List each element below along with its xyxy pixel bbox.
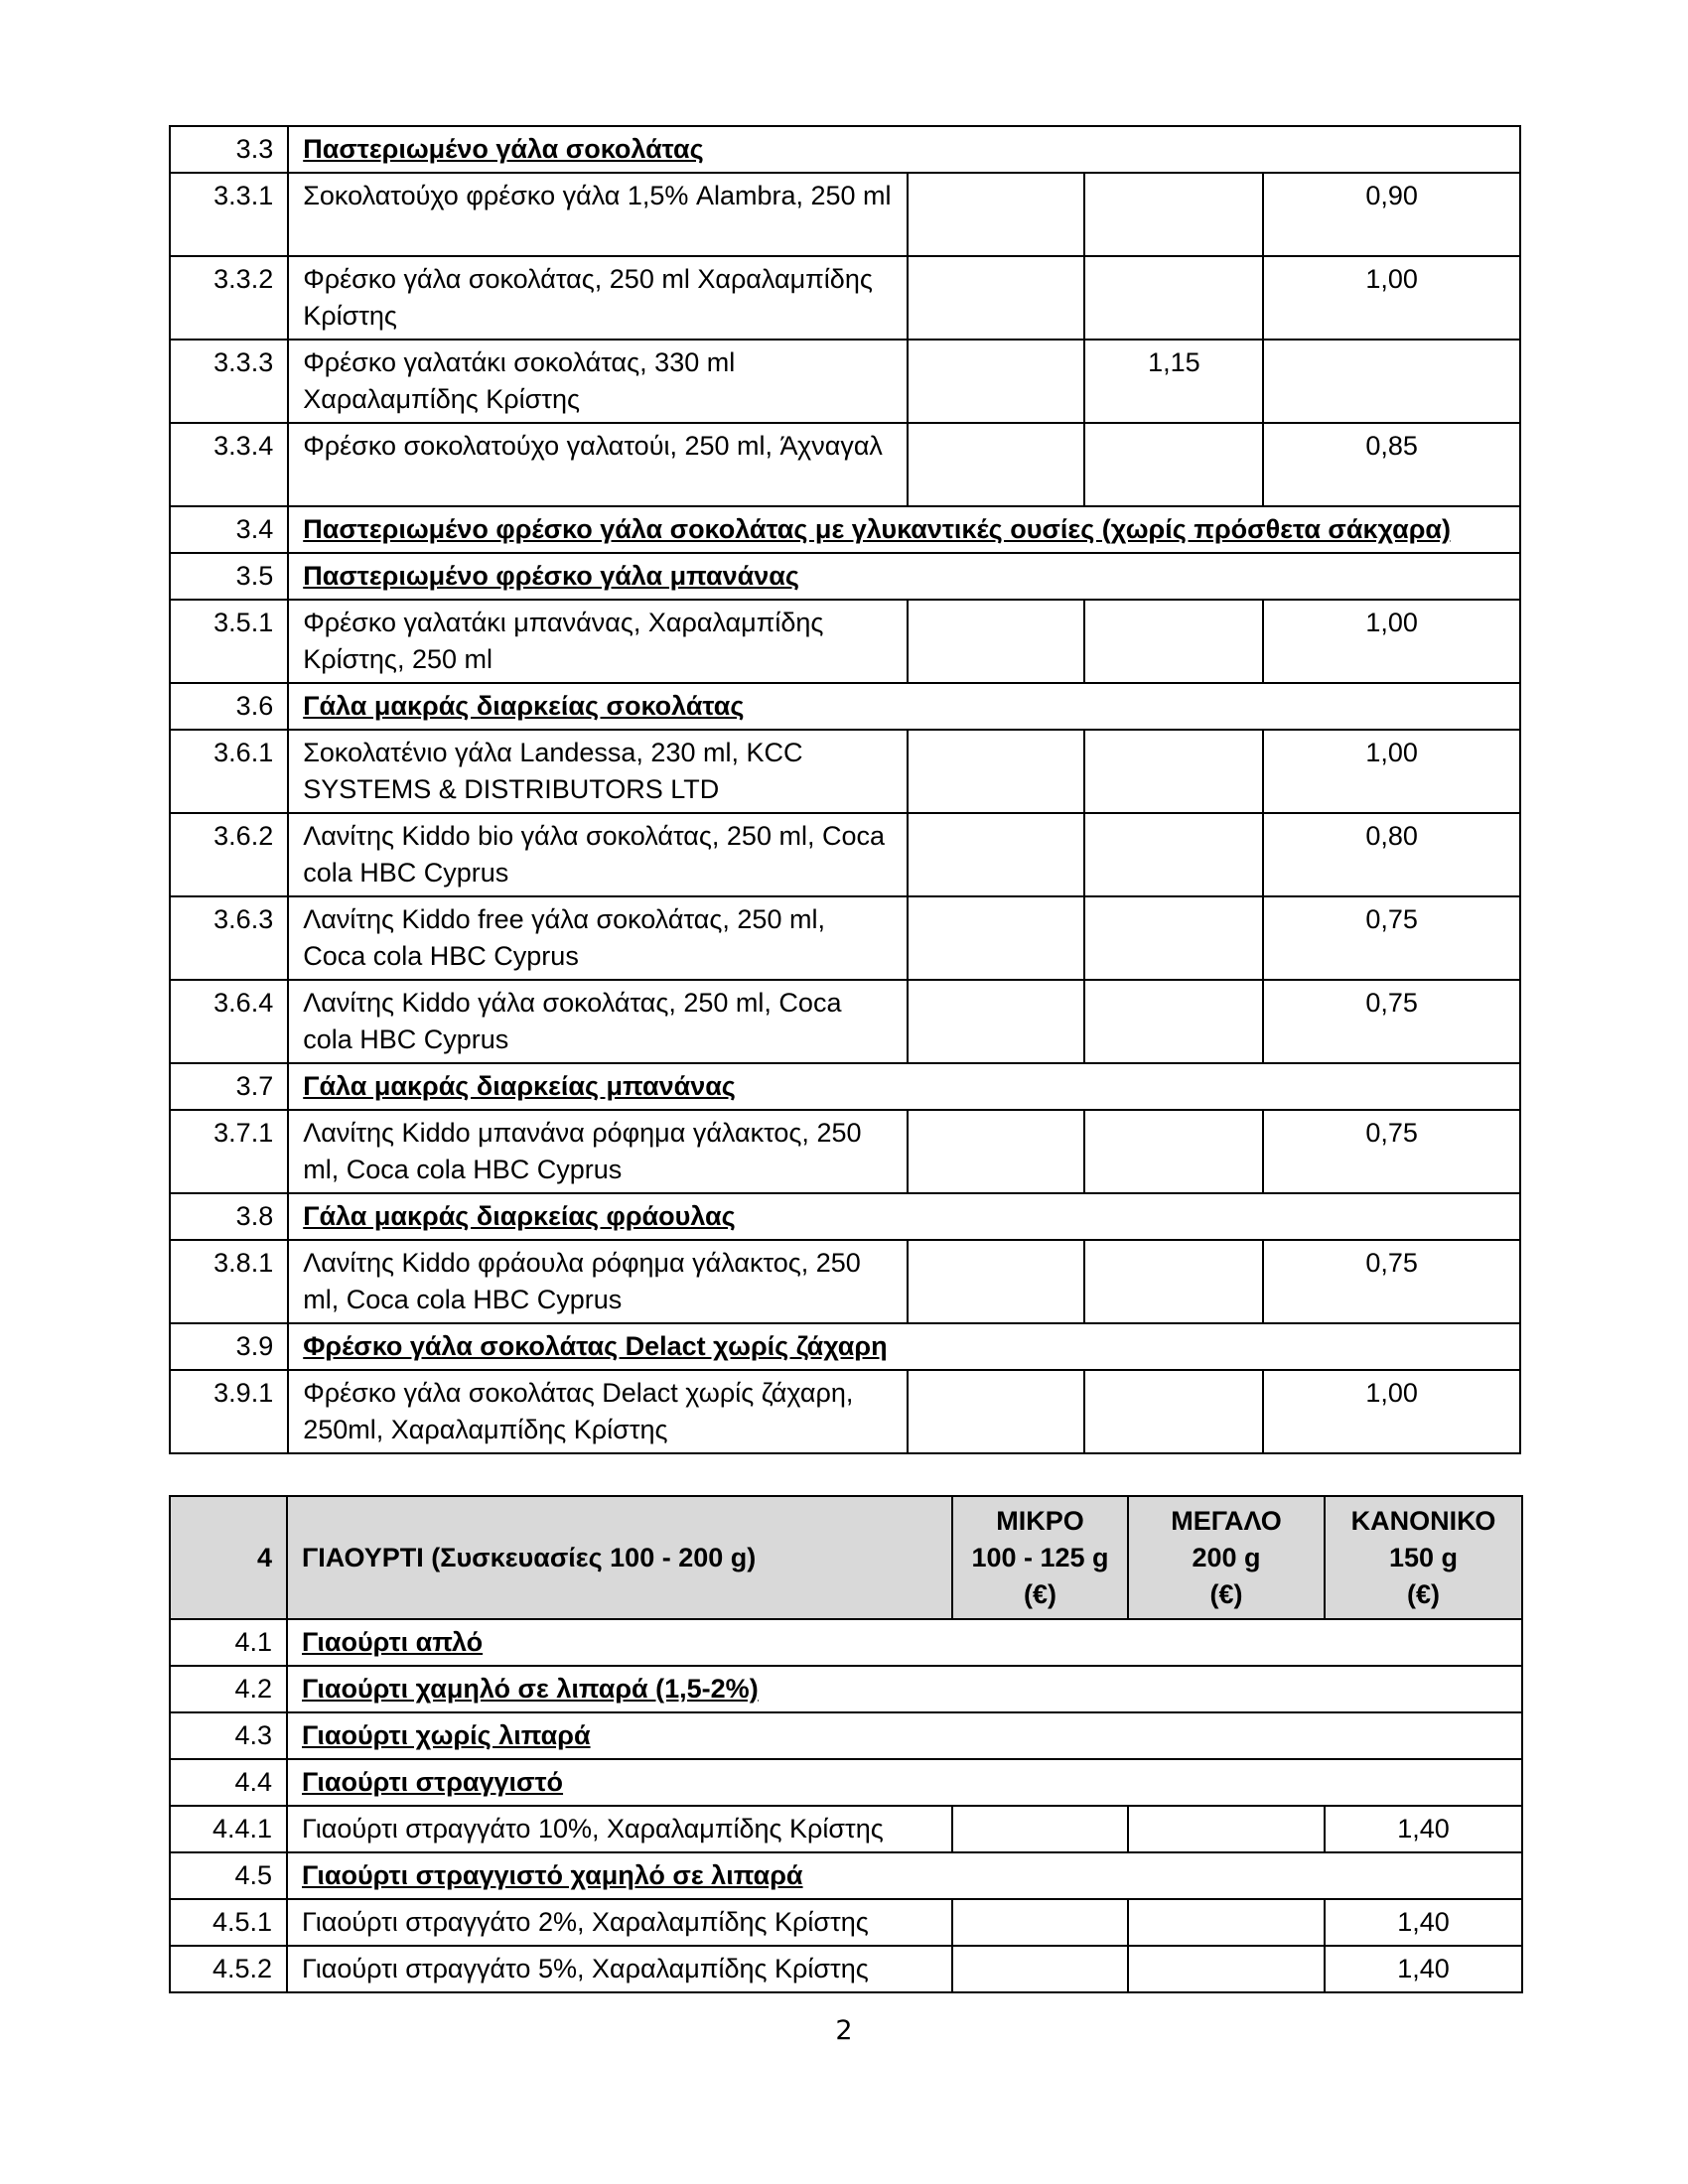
table-row — [170, 423, 1520, 506]
row-code: 3.8 — [170, 1193, 288, 1240]
price-large — [1084, 423, 1263, 506]
price-small — [908, 980, 1085, 1063]
row-code: 4.5.1 — [170, 1899, 287, 1946]
section-title: Γιαούρτι χωρίς λιπαρά — [287, 1712, 1522, 1759]
table-row — [170, 1110, 1520, 1193]
price-large — [1084, 813, 1263, 896]
price-small — [908, 256, 1085, 340]
table-row — [170, 1240, 1520, 1323]
section-title: Παστεριωμένο γάλα σοκολάτας — [288, 126, 1520, 173]
section-title: Γιαούρτι στραγγιστό — [287, 1759, 1522, 1806]
row-code: 4.1 — [170, 1619, 287, 1666]
section-row — [170, 1063, 1520, 1110]
price-large — [1084, 600, 1263, 683]
table-row — [170, 256, 1520, 340]
product-name: Λανίτης Kiddo free γάλα σοκολάτας, 250 ml, Coca cola HBC Cyprus — [288, 896, 907, 980]
price-regular — [1263, 340, 1520, 423]
table-row — [170, 1806, 1522, 1852]
page-number: 2 — [835, 2015, 853, 2046]
product-name: Γιαούρτι στραγγάτο 10%, Χαραλαμπίδης Κρίστης — [287, 1806, 952, 1852]
product-name: Σοκολατένιο γάλα Landessa, 230 ml, KCC SYSTEMS & DISTRIBUTORS LTD — [288, 730, 907, 813]
price-small — [908, 1110, 1085, 1193]
product-name: Φρέσκο γαλατάκι σοκολάτας, 330 ml Χαραλαμπίδης Κρίστης — [288, 340, 907, 423]
header-col-large-unit: (€) — [1209, 1578, 1243, 1609]
price-large — [1128, 1899, 1325, 1946]
header-col-small-label: ΜΙΚΡΟ — [996, 1505, 1084, 1536]
header-col-regular-unit: (€) — [1407, 1578, 1440, 1609]
table-row — [170, 1370, 1520, 1453]
row-code: 3.9.1 — [170, 1370, 288, 1453]
row-code: 3.6 — [170, 683, 288, 730]
section-row — [170, 683, 1520, 730]
row-code: 3.4 — [170, 506, 288, 553]
section-title: Γιαούρτι στραγγιστό χαμηλό σε λιπαρά — [287, 1852, 1522, 1899]
price-large — [1128, 1806, 1325, 1852]
row-code: 3.3.3 — [170, 340, 288, 423]
row-code: 3.5 — [170, 553, 288, 600]
product-name: Φρέσκο γαλατάκι μπανάνας, Χαραλαμπίδης Κρίστης, 250 ml — [288, 600, 907, 683]
header-col-regular-label: ΚΑΝΟΝΙΚΟ — [1350, 1505, 1496, 1536]
section-title: Γάλα μακράς διαρκείας σοκολάτας — [288, 683, 1520, 730]
section-title: Γάλα μακράς διαρκείας μπανάνας — [288, 1063, 1520, 1110]
row-code: 3.6.4 — [170, 980, 288, 1063]
price-regular: 0,85 — [1263, 423, 1520, 506]
product-name: Φρέσκο σοκολατούχο γαλατούι, 250 ml, Άχναγαλ — [288, 423, 907, 506]
table-row — [170, 1899, 1522, 1946]
row-code: 3.5.1 — [170, 600, 288, 683]
header-col-regular-size: 150 g — [1388, 1542, 1459, 1572]
section-row — [170, 506, 1520, 553]
section-row — [170, 1619, 1522, 1666]
section-row — [170, 1193, 1520, 1240]
header-col-large-size: 200 g — [1192, 1542, 1261, 1572]
product-name: Γιαούρτι στραγγάτο 5%, Χαραλαμπίδης Κρίστης — [287, 1946, 952, 1992]
table-row — [170, 600, 1520, 683]
table-header-row — [170, 1496, 1522, 1619]
product-name: Σοκολατούχο φρέσκο γάλα 1,5% Alambra, 250 ml — [288, 173, 907, 256]
product-name: Λανίτης Kiddo bio γάλα σοκολάτας, 250 ml, Coca cola HBC Cyprus — [288, 813, 907, 896]
price-regular: 0,75 — [1263, 896, 1520, 980]
price-small — [908, 173, 1085, 256]
price-small — [908, 730, 1085, 813]
row-code: 3.3.1 — [170, 173, 288, 256]
row-code: 3.6.2 — [170, 813, 288, 896]
row-code: 3.3.2 — [170, 256, 288, 340]
price-small — [908, 1370, 1085, 1453]
price-regular: 0,75 — [1263, 980, 1520, 1063]
price-large — [1128, 1946, 1325, 1992]
price-large — [1084, 1110, 1263, 1193]
price-small — [952, 1899, 1128, 1946]
section-row — [170, 1852, 1522, 1899]
row-code: 3.9 — [170, 1323, 288, 1370]
price-regular: 1,00 — [1263, 1370, 1520, 1453]
row-code: 3.6.3 — [170, 896, 288, 980]
price-large — [1084, 173, 1263, 256]
price-small — [908, 600, 1085, 683]
header-col-small-unit: (€) — [1024, 1578, 1056, 1609]
section-row — [170, 126, 1520, 173]
table-row — [170, 813, 1520, 896]
section-title: Παστεριωμένο φρέσκο γάλα μπανάνας — [288, 553, 1520, 600]
header-col-small-size: 100 - 125 g — [971, 1542, 1109, 1572]
price-large — [1084, 896, 1263, 980]
header-col-regular — [1325, 1496, 1522, 1619]
section-title: Γάλα μακράς διαρκείας φράουλας — [288, 1193, 1520, 1240]
table-row — [170, 896, 1520, 980]
product-name: Λανίτης Kiddo φράουλα ρόφημα γάλακτος, 250 ml, Coca cola HBC Cyprus — [288, 1240, 907, 1323]
price-small — [908, 423, 1085, 506]
row-code: 4.4 — [170, 1759, 287, 1806]
price-small — [908, 1240, 1085, 1323]
section-title: Παστεριωμένο φρέσκο γάλα σοκολάτας με γλυκαντικές ουσίες (χωρίς πρόσθετα σάκχαρα) — [288, 506, 1520, 553]
row-code: 3.7 — [170, 1063, 288, 1110]
section-title: Γιαούρτι χαμηλό σε λιπαρά (1,5-2%) — [287, 1666, 1522, 1712]
price-small — [908, 896, 1085, 980]
table-row — [170, 730, 1520, 813]
section-row — [170, 1712, 1522, 1759]
row-code: 3.6.1 — [170, 730, 288, 813]
product-name: Φρέσκο γάλα σοκολάτας Delact χωρίς ζάχαρη, 250ml, Χαραλαμπίδης Κρίστης — [288, 1370, 907, 1453]
price-regular: 1,40 — [1325, 1806, 1522, 1852]
price-large — [1084, 980, 1263, 1063]
price-large — [1084, 1370, 1263, 1453]
price-large — [1084, 256, 1263, 340]
product-name: Φρέσκο γάλα σοκολάτας, 250 ml Χαραλαμπίδης Κρίστης — [288, 256, 907, 340]
price-regular: 1,00 — [1263, 600, 1520, 683]
section-title: Γιαούρτι απλό — [287, 1619, 1522, 1666]
price-small — [908, 813, 1085, 896]
product-name: Γιαούρτι στραγγάτο 2%, Χαραλαμπίδης Κρίστης — [287, 1899, 952, 1946]
row-code: 3.3.4 — [170, 423, 288, 506]
price-regular: 0,75 — [1263, 1240, 1520, 1323]
row-code: 3.7.1 — [170, 1110, 288, 1193]
price-regular: 0,90 — [1263, 173, 1520, 256]
header-col-large — [1128, 1496, 1325, 1619]
row-code: 4.5.2 — [170, 1946, 287, 1992]
price-large: 1,15 — [1084, 340, 1263, 423]
price-regular: 1,00 — [1263, 730, 1520, 813]
header-title: ΓΙΑΟΥΡΤΙ (Συσκευασίες 100 - 200 g) — [287, 1496, 952, 1619]
product-name: Λανίτης Kiddo μπανάνα ρόφημα γάλακτος, 250 ml, Coca cola HBC Cyprus — [288, 1110, 907, 1193]
price-regular: 1,40 — [1325, 1899, 1522, 1946]
section-row — [170, 1666, 1522, 1712]
row-code: 3.8.1 — [170, 1240, 288, 1323]
price-small — [908, 340, 1085, 423]
price-table-yogurt — [169, 1495, 1523, 1993]
price-large — [1084, 1240, 1263, 1323]
table-row — [170, 173, 1520, 256]
row-code: 4.4.1 — [170, 1806, 287, 1852]
table-row — [170, 340, 1520, 423]
price-small — [952, 1946, 1128, 1992]
table-row — [170, 980, 1520, 1063]
price-table-milk — [169, 125, 1521, 1454]
price-regular: 0,80 — [1263, 813, 1520, 896]
table-row — [170, 1946, 1522, 1992]
section-row — [170, 553, 1520, 600]
header-code: 4 — [170, 1496, 287, 1619]
price-large — [1084, 730, 1263, 813]
row-code: 4.2 — [170, 1666, 287, 1712]
price-regular: 1,00 — [1263, 256, 1520, 340]
row-code: 4.3 — [170, 1712, 287, 1759]
price-regular: 1,40 — [1325, 1946, 1522, 1992]
price-small — [952, 1806, 1128, 1852]
row-code: 3.3 — [170, 126, 288, 173]
header-col-large-label: ΜΕΓΑΛΟ — [1171, 1505, 1282, 1536]
section-title: Φρέσκο γάλα σοκολάτας Delact χωρίς ζάχαρη — [288, 1323, 1520, 1370]
price-regular: 0,75 — [1263, 1110, 1520, 1193]
section-row — [170, 1759, 1522, 1806]
section-row — [170, 1323, 1520, 1370]
header-col-small — [952, 1496, 1128, 1619]
product-name: Λανίτης Kiddo γάλα σοκολάτας, 250 ml, Coca cola HBC Cyprus — [288, 980, 907, 1063]
row-code: 4.5 — [170, 1852, 287, 1899]
